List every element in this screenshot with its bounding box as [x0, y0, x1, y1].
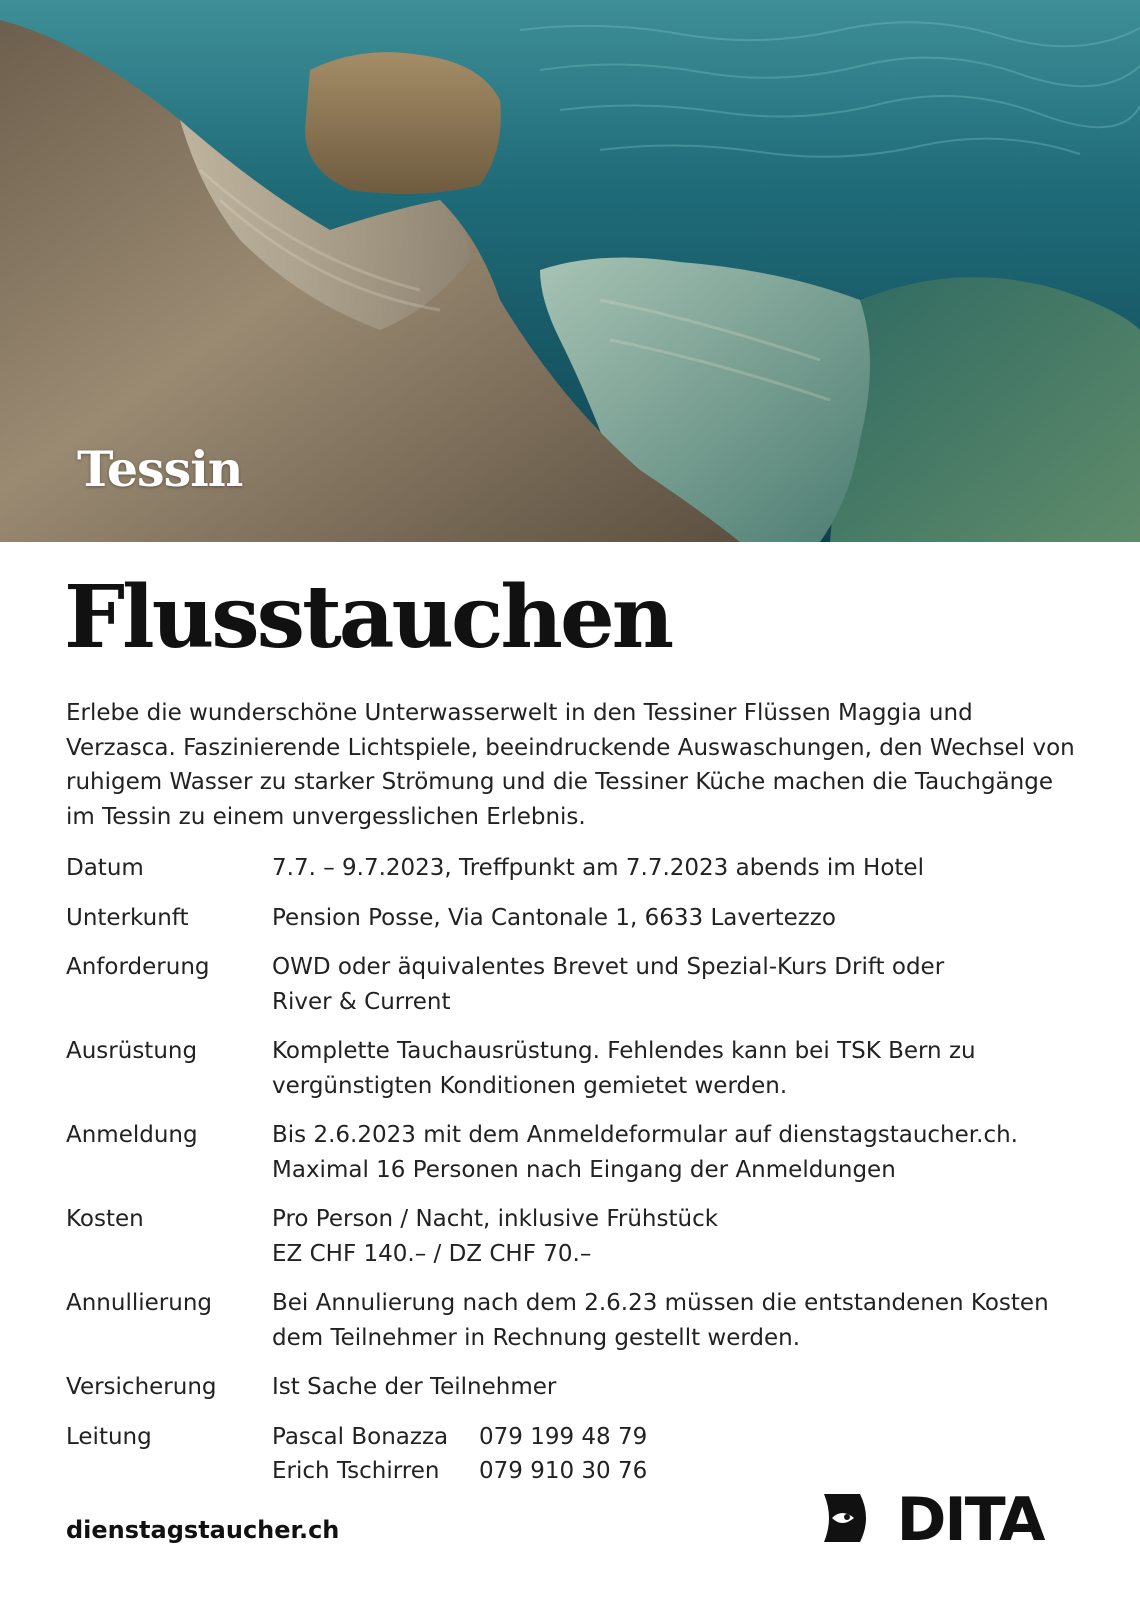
detail-value-line: 7.7. – 9.7.2023, Treffpunkt am 7.7.2023 abends im Hotel — [272, 855, 924, 881]
detail-value-line: Komplette Tauchausrüstung. Fehlendes kann bei TSK Bern zu — [272, 1038, 976, 1064]
details-list — [66, 851, 1086, 1504]
detail-value — [272, 1202, 1086, 1271]
detail-row-datum — [66, 851, 1086, 886]
dita-logo — [820, 1490, 1075, 1546]
contact-list — [272, 1420, 1086, 1489]
detail-label: Versicherung — [66, 1374, 217, 1400]
detail-label: Anforderung — [66, 954, 210, 980]
detail-label: Ausrüstung — [66, 1038, 198, 1064]
detail-row-anforderung — [66, 950, 1086, 1019]
contact-phone[interactable]: 079 910 30 76 — [479, 1458, 648, 1484]
detail-value-line: Pension Posse, Via Cantonale 1, 6633 Lavertezzo — [272, 904, 836, 931]
detail-value-line: Bei Annulierung nach dem 2.6.23 müssen die entstandenen Kosten — [272, 1290, 1049, 1316]
detail-label: Kosten — [66, 1206, 144, 1232]
detail-value — [272, 950, 1086, 1019]
detail-row-ausruestung — [66, 1034, 1086, 1103]
region-label: Tessin — [77, 440, 243, 498]
detail-label: Unterkunft — [66, 904, 189, 931]
detail-value-line: Maximal 16 Personen nach Eingang der Anmeldungen — [272, 1156, 896, 1183]
detail-value — [272, 851, 1086, 886]
contact-entry — [272, 1454, 1086, 1489]
detail-value — [272, 1370, 1086, 1405]
detail-row-kosten — [66, 1202, 1086, 1271]
detail-value-line: Pro Person / Nacht, inklusive Frühstück — [272, 1206, 719, 1232]
contact-entry — [272, 1420, 1086, 1455]
hero-photo — [0, 0, 1140, 542]
page-title: Flusstauchen — [64, 567, 672, 668]
detail-row-unterkunft — [66, 901, 1086, 936]
detail-value — [272, 901, 1086, 936]
detail-row-versicherung — [66, 1370, 1086, 1405]
contact-phone[interactable]: 079 199 48 79 — [479, 1423, 648, 1450]
detail-value-line: OWD oder äquivalentes Brevet und Spezial-Kurs Drift oder — [272, 954, 945, 980]
detail-value-line: vergünstigten Konditionen gemietet werden. — [272, 1072, 788, 1099]
detail-value — [272, 1034, 1086, 1103]
detail-row-leitung — [66, 1420, 1086, 1489]
detail-label: Datum — [66, 855, 144, 881]
website-link[interactable]: dienstagstaucher.ch — [66, 1516, 340, 1544]
logo-emblem-icon — [824, 1494, 866, 1542]
detail-value-line: dem Teilnehmer in Rechnung gestellt werden. — [272, 1324, 801, 1351]
detail-row-anmeldung — [66, 1118, 1086, 1187]
contact-name: Pascal Bonazza — [272, 1423, 449, 1450]
detail-label: Leitung — [66, 1423, 152, 1450]
detail-label: Anmeldung — [66, 1122, 198, 1148]
intro-paragraph: Erlebe die wunderschöne Unterwasserwelt in den Tessiner Flüssen Maggia und Verzasca. Faszinierende Lichtspiele, beeindruckende Auswaschungen, den Wechsel von ruhigem Wasser zu starker Strömung und die Tessiner Küche machen die Tauchgänge im Tessin zu einem unvergesslichen Erlebnis. — [66, 700, 1075, 830]
detail-value-line: Ist Sache der Teilnehmer — [272, 1374, 557, 1400]
logo-wordmark: DITA — [896, 1490, 1044, 1546]
detail-label: Annullierung — [66, 1290, 212, 1316]
detail-value-line: Bis 2.6.2023 mit dem Anmeldeformular auf dienstagstaucher.ch. — [272, 1122, 1018, 1148]
detail-value — [272, 1286, 1086, 1355]
contact-name: Erich Tschirren — [272, 1458, 440, 1484]
detail-value-line: River & Current — [272, 988, 451, 1015]
detail-value-line: EZ CHF 140.– / DZ CHF 70.– — [272, 1240, 592, 1267]
detail-row-annullierung — [66, 1286, 1086, 1355]
detail-value — [272, 1118, 1086, 1187]
